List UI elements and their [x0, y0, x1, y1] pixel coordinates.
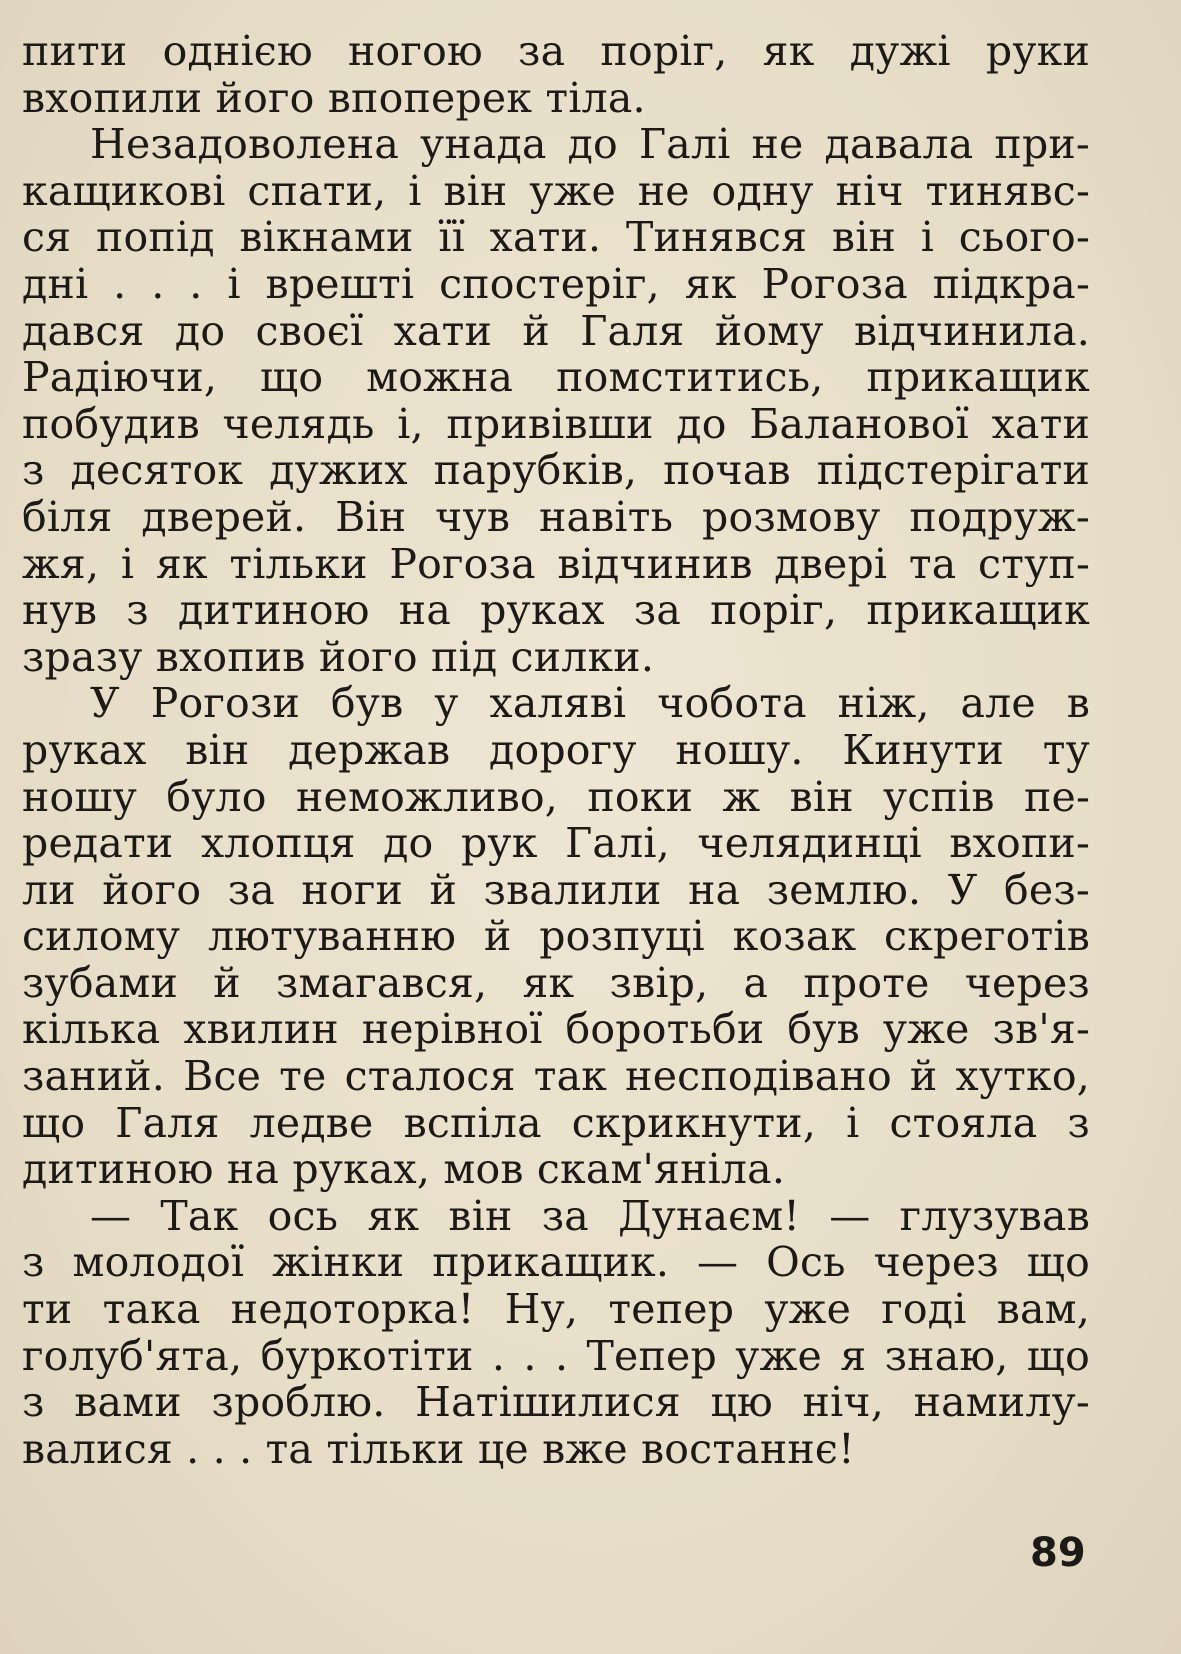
text-line: дні . . . і врешті спостеріг, як Рогоза підкра- [22, 259, 1090, 308]
text-line: силому лютуванню й розпуці козак скреготів [22, 912, 1090, 961]
text-line: дався до своєї хати й Галя йому відчинила. [22, 306, 1090, 355]
text-line: пити однією ногою за поріг, як дужі руки [22, 27, 1090, 75]
text-line: побудив челядь і, привівши до Баланової хати [22, 399, 1090, 448]
text-line: вхопили його впоперек тіла. [22, 73, 646, 122]
text-line: дитиною на руках, мов скам'яніла. [22, 1145, 786, 1194]
text-line: кащикові спати, і він уже не одну ніч тинявс- [22, 166, 1090, 215]
text-line: кілька хвилин нерівної боротьби був уже зв'я- [22, 1005, 1090, 1054]
text-line: ти така недоторка! Ну, тепер уже годі вам, [22, 1285, 1090, 1334]
text-line: — Так ось як він за Дунаєм! — глузував [90, 1191, 1090, 1240]
text-line: ся попід вікнами її хати. Тинявся він і сього- [22, 213, 1090, 262]
text-line: жя, і як тільки Рогоза відчинив двері та ступ- [22, 539, 1090, 588]
text-line: що Галя ледве вспіла скрикнути, і стояла з [22, 1098, 1090, 1147]
text-line: біля дверей. Він чув навіть розмову подруж- [22, 492, 1090, 541]
text-line: руках він держав дорогу ношу. Кинути ту [22, 725, 1090, 774]
text-line: зразу вхопив його під силки. [22, 632, 655, 681]
text-line: У Рогози був у халяві чобота ніж, але в [90, 679, 1090, 728]
text-line: заний. Все те сталося так несподівано й хутко, [22, 1052, 1090, 1101]
text-line: редати хлопця до рук Галі, челядинці вхопи- [22, 819, 1090, 868]
text-line: Незадоволена унада до Галі не давала при- [90, 120, 1090, 169]
text-line: нув з дитиною на руках за поріг, прикащик [22, 586, 1090, 635]
text-line: Радіючи, що можна помститись, прикащик [22, 353, 1090, 402]
text-line: з вами зроблю. Натішилися цю ніч, намилу- [22, 1378, 1090, 1427]
page-number: 89 [1030, 1530, 1086, 1576]
text-line: ношу було неможливо, поки ж він успів пе- [22, 772, 1090, 821]
text-line: голуб'ята, буркотіти . . . Тепер уже я знаю, що [22, 1331, 1090, 1380]
text-line: з десяток дужих парубків, почав підстерігати [22, 446, 1090, 495]
page-text [22, 28, 1090, 1472]
text-line: зубами й змагався, як звір, а проте через [22, 958, 1090, 1007]
text-line: валися . . . та тільки це вже востаннє! [22, 1424, 855, 1473]
text-line: ли його за ноги й звалили на землю. У без- [22, 865, 1090, 914]
text-line: з молодої жінки прикащик. — Ось через що [22, 1238, 1090, 1287]
